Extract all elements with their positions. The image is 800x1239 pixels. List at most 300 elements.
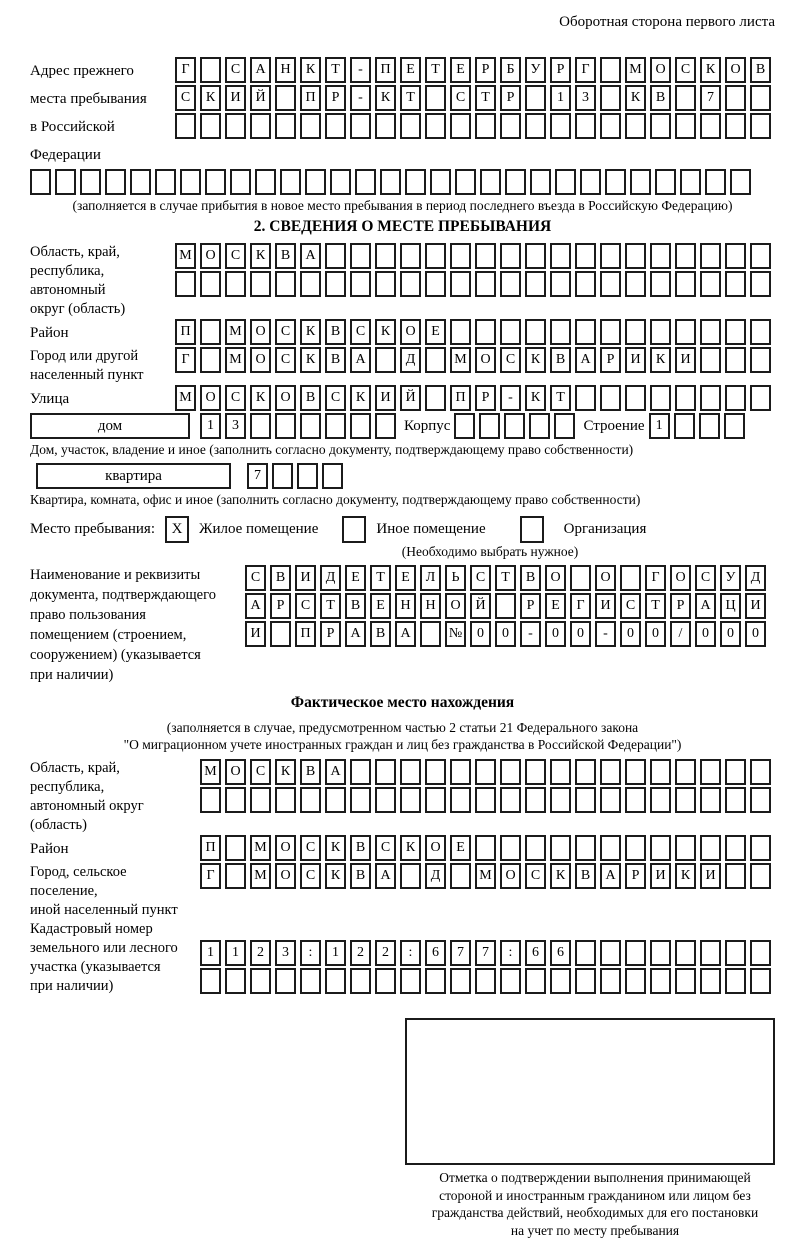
char-cell[interactable]: Р bbox=[550, 57, 571, 83]
char-cell[interactable]: С bbox=[695, 565, 716, 591]
char-cell[interactable] bbox=[500, 319, 521, 345]
char-cell[interactable] bbox=[575, 271, 596, 297]
char-cell[interactable]: Т bbox=[425, 57, 446, 83]
char-cell[interactable]: О bbox=[225, 759, 246, 785]
char-cell[interactable] bbox=[625, 385, 646, 411]
char-cell[interactable] bbox=[725, 347, 746, 373]
char-cell[interactable] bbox=[525, 243, 546, 269]
char-cell[interactable] bbox=[200, 968, 221, 994]
char-cell[interactable] bbox=[200, 271, 221, 297]
fact-gorod-row[interactable] bbox=[200, 863, 775, 889]
char-cell[interactable]: К bbox=[325, 863, 346, 889]
char-cell[interactable]: 0 bbox=[570, 621, 591, 647]
char-cell[interactable]: К bbox=[250, 385, 271, 411]
char-cell[interactable]: Е bbox=[395, 565, 416, 591]
char-cell[interactable] bbox=[700, 319, 721, 345]
char-cell[interactable] bbox=[275, 113, 296, 139]
char-cell[interactable]: О bbox=[545, 565, 566, 591]
char-cell[interactable] bbox=[750, 113, 771, 139]
char-cell[interactable] bbox=[675, 940, 696, 966]
char-cell[interactable]: О bbox=[275, 385, 296, 411]
char-cell[interactable] bbox=[30, 169, 51, 195]
char-cell[interactable]: К bbox=[525, 347, 546, 373]
char-cell[interactable]: К bbox=[700, 57, 721, 83]
char-cell[interactable] bbox=[630, 169, 651, 195]
char-cell[interactable] bbox=[250, 113, 271, 139]
char-cell[interactable]: 0 bbox=[495, 621, 516, 647]
char-cell[interactable]: С bbox=[275, 319, 296, 345]
char-cell[interactable]: 3 bbox=[275, 940, 296, 966]
char-cell[interactable] bbox=[525, 271, 546, 297]
char-cell[interactable]: И bbox=[745, 593, 766, 619]
char-cell[interactable] bbox=[600, 243, 621, 269]
char-cell[interactable]: А bbox=[575, 347, 596, 373]
prev-address-row-4[interactable] bbox=[30, 169, 775, 195]
char-cell[interactable] bbox=[300, 968, 321, 994]
char-cell[interactable] bbox=[550, 759, 571, 785]
char-cell[interactable] bbox=[600, 835, 621, 861]
char-cell[interactable] bbox=[225, 835, 246, 861]
char-cell[interactable]: И bbox=[700, 863, 721, 889]
char-cell[interactable]: М bbox=[200, 759, 221, 785]
char-cell[interactable]: В bbox=[270, 565, 291, 591]
char-cell[interactable] bbox=[700, 113, 721, 139]
char-cell[interactable]: 0 bbox=[645, 621, 666, 647]
char-cell[interactable] bbox=[425, 271, 446, 297]
char-cell[interactable] bbox=[325, 243, 346, 269]
char-cell[interactable]: Р bbox=[320, 621, 341, 647]
document-row-3[interactable] bbox=[245, 621, 775, 647]
char-cell[interactable]: О bbox=[500, 863, 521, 889]
char-cell[interactable] bbox=[450, 968, 471, 994]
char-cell[interactable] bbox=[400, 863, 421, 889]
char-cell[interactable] bbox=[300, 787, 321, 813]
checkbox-organizatsiya[interactable] bbox=[520, 516, 544, 543]
char-cell[interactable] bbox=[200, 57, 221, 83]
char-cell[interactable]: В bbox=[300, 385, 321, 411]
char-cell[interactable] bbox=[525, 113, 546, 139]
char-cell[interactable]: К bbox=[200, 85, 221, 111]
char-cell[interactable]: П bbox=[295, 621, 316, 647]
char-cell[interactable] bbox=[600, 319, 621, 345]
char-cell[interactable]: В bbox=[350, 835, 371, 861]
char-cell[interactable] bbox=[575, 319, 596, 345]
fact-oblast-row-1[interactable] bbox=[200, 759, 775, 785]
char-cell[interactable]: Е bbox=[450, 57, 471, 83]
char-cell[interactable] bbox=[675, 271, 696, 297]
char-cell[interactable] bbox=[575, 113, 596, 139]
char-cell[interactable]: 7 bbox=[247, 463, 268, 489]
char-cell[interactable] bbox=[700, 385, 721, 411]
char-cell[interactable] bbox=[425, 85, 446, 111]
char-cell[interactable] bbox=[495, 593, 516, 619]
char-cell[interactable] bbox=[450, 113, 471, 139]
char-cell[interactable] bbox=[350, 413, 371, 439]
char-cell[interactable] bbox=[600, 85, 621, 111]
char-cell[interactable] bbox=[725, 113, 746, 139]
kadastr-row-2[interactable] bbox=[200, 968, 775, 994]
char-cell[interactable]: Е bbox=[400, 57, 421, 83]
fact-raion-row[interactable] bbox=[200, 835, 775, 861]
char-cell[interactable]: Т bbox=[475, 85, 496, 111]
char-cell[interactable] bbox=[325, 968, 346, 994]
char-cell[interactable] bbox=[625, 243, 646, 269]
char-cell[interactable]: С bbox=[620, 593, 641, 619]
checkbox-inoe[interactable] bbox=[342, 516, 366, 543]
char-cell[interactable] bbox=[430, 169, 451, 195]
char-cell[interactable] bbox=[500, 835, 521, 861]
char-cell[interactable] bbox=[250, 413, 271, 439]
char-cell[interactable] bbox=[554, 413, 575, 439]
char-cell[interactable]: М bbox=[175, 243, 196, 269]
char-cell[interactable] bbox=[575, 940, 596, 966]
char-cell[interactable]: Р bbox=[500, 85, 521, 111]
char-cell[interactable]: : bbox=[300, 940, 321, 966]
char-cell[interactable] bbox=[700, 759, 721, 785]
char-cell[interactable] bbox=[400, 113, 421, 139]
char-cell[interactable]: П bbox=[200, 835, 221, 861]
char-cell[interactable] bbox=[700, 835, 721, 861]
char-cell[interactable]: К bbox=[300, 57, 321, 83]
char-cell[interactable]: 1 bbox=[200, 413, 221, 439]
char-cell[interactable]: Т bbox=[325, 57, 346, 83]
char-cell[interactable] bbox=[750, 835, 771, 861]
char-cell[interactable]: С bbox=[300, 863, 321, 889]
char-cell[interactable]: Т bbox=[320, 593, 341, 619]
char-cell[interactable]: С bbox=[375, 835, 396, 861]
char-cell[interactable] bbox=[130, 169, 151, 195]
char-cell[interactable]: 7 bbox=[700, 85, 721, 111]
raion-row[interactable] bbox=[175, 319, 775, 345]
char-cell[interactable] bbox=[200, 347, 221, 373]
char-cell[interactable] bbox=[675, 835, 696, 861]
char-cell[interactable]: С bbox=[525, 863, 546, 889]
char-cell[interactable] bbox=[175, 271, 196, 297]
char-cell[interactable] bbox=[504, 413, 525, 439]
char-cell[interactable]: 0 bbox=[720, 621, 741, 647]
char-cell[interactable] bbox=[475, 787, 496, 813]
char-cell[interactable]: И bbox=[295, 565, 316, 591]
char-cell[interactable] bbox=[205, 169, 226, 195]
char-cell[interactable]: С bbox=[295, 593, 316, 619]
char-cell[interactable] bbox=[425, 385, 446, 411]
char-cell[interactable]: В bbox=[370, 621, 391, 647]
char-cell[interactable] bbox=[225, 271, 246, 297]
char-cell[interactable] bbox=[450, 319, 471, 345]
char-cell[interactable] bbox=[525, 85, 546, 111]
char-cell[interactable] bbox=[500, 759, 521, 785]
char-cell[interactable]: 1 bbox=[225, 940, 246, 966]
dom-number-grid[interactable] bbox=[200, 413, 400, 439]
char-cell[interactable] bbox=[650, 940, 671, 966]
char-cell[interactable]: С bbox=[450, 85, 471, 111]
char-cell[interactable]: К bbox=[400, 835, 421, 861]
char-cell[interactable]: А bbox=[250, 57, 271, 83]
char-cell[interactable] bbox=[575, 835, 596, 861]
char-cell[interactable]: И bbox=[375, 385, 396, 411]
char-cell[interactable] bbox=[175, 113, 196, 139]
fact-oblast-row-2[interactable] bbox=[200, 787, 775, 813]
char-cell[interactable]: Н bbox=[395, 593, 416, 619]
char-cell[interactable]: П bbox=[375, 57, 396, 83]
char-cell[interactable] bbox=[525, 787, 546, 813]
char-cell[interactable]: К bbox=[525, 385, 546, 411]
char-cell[interactable] bbox=[454, 413, 475, 439]
char-cell[interactable]: К bbox=[650, 347, 671, 373]
char-cell[interactable]: О bbox=[445, 593, 466, 619]
char-cell[interactable] bbox=[425, 347, 446, 373]
kvartira-number-grid[interactable] bbox=[247, 463, 347, 489]
char-cell[interactable]: К bbox=[550, 863, 571, 889]
char-cell[interactable] bbox=[325, 413, 346, 439]
char-cell[interactable] bbox=[575, 759, 596, 785]
char-cell[interactable]: / bbox=[670, 621, 691, 647]
char-cell[interactable]: К bbox=[375, 319, 396, 345]
char-cell[interactable] bbox=[625, 787, 646, 813]
char-cell[interactable] bbox=[225, 863, 246, 889]
char-cell[interactable] bbox=[725, 385, 746, 411]
char-cell[interactable] bbox=[322, 463, 343, 489]
char-cell[interactable] bbox=[550, 835, 571, 861]
char-cell[interactable]: Ь bbox=[445, 565, 466, 591]
char-cell[interactable] bbox=[625, 940, 646, 966]
char-cell[interactable]: К bbox=[325, 835, 346, 861]
char-cell[interactable] bbox=[675, 759, 696, 785]
char-cell[interactable]: Т bbox=[495, 565, 516, 591]
char-cell[interactable] bbox=[475, 835, 496, 861]
char-cell[interactable] bbox=[325, 113, 346, 139]
char-cell[interactable]: Р bbox=[625, 863, 646, 889]
char-cell[interactable] bbox=[575, 243, 596, 269]
oblast-row-2[interactable] bbox=[175, 271, 775, 297]
char-cell[interactable] bbox=[350, 968, 371, 994]
char-cell[interactable]: Н bbox=[420, 593, 441, 619]
char-cell[interactable] bbox=[725, 940, 746, 966]
char-cell[interactable] bbox=[600, 787, 621, 813]
char-cell[interactable]: 1 bbox=[200, 940, 221, 966]
char-cell[interactable] bbox=[250, 271, 271, 297]
char-cell[interactable]: М bbox=[225, 347, 246, 373]
char-cell[interactable]: В bbox=[300, 759, 321, 785]
char-cell[interactable]: - bbox=[350, 57, 371, 83]
char-cell[interactable] bbox=[420, 621, 441, 647]
char-cell[interactable]: А bbox=[325, 759, 346, 785]
char-cell[interactable]: В bbox=[325, 319, 346, 345]
char-cell[interactable]: Д bbox=[320, 565, 341, 591]
char-cell[interactable]: 0 bbox=[745, 621, 766, 647]
oblast-row-1[interactable] bbox=[175, 243, 775, 269]
char-cell[interactable] bbox=[375, 413, 396, 439]
char-cell[interactable]: К bbox=[275, 759, 296, 785]
char-cell[interactable]: В bbox=[550, 347, 571, 373]
char-cell[interactable] bbox=[475, 319, 496, 345]
char-cell[interactable] bbox=[680, 169, 701, 195]
char-cell[interactable]: Г bbox=[175, 347, 196, 373]
char-cell[interactable]: Т bbox=[370, 565, 391, 591]
char-cell[interactable] bbox=[625, 319, 646, 345]
char-cell[interactable]: 3 bbox=[575, 85, 596, 111]
char-cell[interactable] bbox=[375, 271, 396, 297]
char-cell[interactable] bbox=[375, 347, 396, 373]
char-cell[interactable] bbox=[600, 57, 621, 83]
char-cell[interactable]: В bbox=[750, 57, 771, 83]
char-cell[interactable] bbox=[750, 787, 771, 813]
char-cell[interactable] bbox=[575, 385, 596, 411]
char-cell[interactable]: № bbox=[445, 621, 466, 647]
char-cell[interactable] bbox=[325, 787, 346, 813]
char-cell[interactable]: В bbox=[520, 565, 541, 591]
char-cell[interactable] bbox=[250, 968, 271, 994]
char-cell[interactable]: О bbox=[650, 57, 671, 83]
char-cell[interactable]: Й bbox=[400, 385, 421, 411]
char-cell[interactable]: Н bbox=[275, 57, 296, 83]
char-cell[interactable] bbox=[450, 787, 471, 813]
char-cell[interactable] bbox=[525, 759, 546, 785]
char-cell[interactable] bbox=[475, 243, 496, 269]
char-cell[interactable] bbox=[550, 243, 571, 269]
char-cell[interactable]: - bbox=[595, 621, 616, 647]
char-cell[interactable] bbox=[750, 968, 771, 994]
char-cell[interactable]: С bbox=[225, 385, 246, 411]
char-cell[interactable] bbox=[230, 169, 251, 195]
char-cell[interactable] bbox=[200, 787, 221, 813]
char-cell[interactable]: И bbox=[650, 863, 671, 889]
char-cell[interactable]: С bbox=[245, 565, 266, 591]
prev-address-row-1[interactable] bbox=[175, 57, 775, 83]
char-cell[interactable] bbox=[400, 759, 421, 785]
char-cell[interactable] bbox=[550, 968, 571, 994]
char-cell[interactable]: Е bbox=[545, 593, 566, 619]
char-cell[interactable]: И bbox=[625, 347, 646, 373]
char-cell[interactable] bbox=[350, 759, 371, 785]
char-cell[interactable] bbox=[700, 243, 721, 269]
char-cell[interactable] bbox=[625, 759, 646, 785]
char-cell[interactable] bbox=[750, 243, 771, 269]
document-row-1[interactable] bbox=[245, 565, 775, 591]
char-cell[interactable] bbox=[650, 271, 671, 297]
char-cell[interactable] bbox=[500, 787, 521, 813]
char-cell[interactable] bbox=[750, 863, 771, 889]
char-cell[interactable]: Р bbox=[325, 85, 346, 111]
char-cell[interactable]: Д bbox=[425, 863, 446, 889]
char-cell[interactable] bbox=[250, 787, 271, 813]
char-cell[interactable] bbox=[675, 243, 696, 269]
char-cell[interactable] bbox=[350, 113, 371, 139]
char-cell[interactable] bbox=[479, 413, 500, 439]
char-cell[interactable] bbox=[650, 385, 671, 411]
char-cell[interactable]: 0 bbox=[695, 621, 716, 647]
char-cell[interactable]: В bbox=[575, 863, 596, 889]
gorod-row[interactable] bbox=[175, 347, 775, 373]
char-cell[interactable]: Г bbox=[570, 593, 591, 619]
char-cell[interactable] bbox=[650, 759, 671, 785]
char-cell[interactable] bbox=[605, 169, 626, 195]
stroenie-grid[interactable] bbox=[649, 413, 749, 439]
char-cell[interactable] bbox=[700, 347, 721, 373]
char-cell[interactable]: А bbox=[395, 621, 416, 647]
char-cell[interactable] bbox=[650, 968, 671, 994]
char-cell[interactable]: Р bbox=[475, 385, 496, 411]
char-cell[interactable] bbox=[600, 940, 621, 966]
char-cell[interactable] bbox=[80, 169, 101, 195]
char-cell[interactable]: М bbox=[625, 57, 646, 83]
char-cell[interactable]: Т bbox=[645, 593, 666, 619]
char-cell[interactable]: М bbox=[450, 347, 471, 373]
char-cell[interactable] bbox=[297, 463, 318, 489]
char-cell[interactable]: 0 bbox=[470, 621, 491, 647]
char-cell[interactable] bbox=[650, 787, 671, 813]
char-cell[interactable]: У bbox=[525, 57, 546, 83]
char-cell[interactable]: В bbox=[325, 347, 346, 373]
char-cell[interactable]: У bbox=[720, 565, 741, 591]
char-cell[interactable]: С bbox=[175, 85, 196, 111]
char-cell[interactable] bbox=[300, 413, 321, 439]
char-cell[interactable] bbox=[500, 968, 521, 994]
char-cell[interactable] bbox=[625, 835, 646, 861]
char-cell[interactable]: 2 bbox=[375, 940, 396, 966]
char-cell[interactable] bbox=[725, 271, 746, 297]
char-cell[interactable] bbox=[275, 787, 296, 813]
char-cell[interactable] bbox=[675, 787, 696, 813]
char-cell[interactable]: 2 bbox=[350, 940, 371, 966]
char-cell[interactable]: М bbox=[225, 319, 246, 345]
char-cell[interactable]: Е bbox=[425, 319, 446, 345]
char-cell[interactable]: О bbox=[200, 385, 221, 411]
char-cell[interactable] bbox=[625, 271, 646, 297]
char-cell[interactable]: К bbox=[675, 863, 696, 889]
char-cell[interactable] bbox=[300, 271, 321, 297]
prev-address-row-3[interactable] bbox=[175, 113, 775, 139]
char-cell[interactable] bbox=[272, 463, 293, 489]
char-cell[interactable]: О bbox=[250, 319, 271, 345]
char-cell[interactable]: С bbox=[225, 243, 246, 269]
char-cell[interactable] bbox=[625, 113, 646, 139]
char-cell[interactable]: А bbox=[600, 863, 621, 889]
char-cell[interactable]: М bbox=[250, 835, 271, 861]
char-cell[interactable] bbox=[400, 243, 421, 269]
char-cell[interactable] bbox=[655, 169, 676, 195]
char-cell[interactable] bbox=[180, 169, 201, 195]
char-cell[interactable] bbox=[725, 835, 746, 861]
char-cell[interactable] bbox=[455, 169, 476, 195]
char-cell[interactable] bbox=[500, 243, 521, 269]
char-cell[interactable]: Г bbox=[200, 863, 221, 889]
char-cell[interactable]: Л bbox=[420, 565, 441, 591]
char-cell[interactable]: О bbox=[275, 863, 296, 889]
char-cell[interactable] bbox=[750, 319, 771, 345]
prev-address-row-2[interactable] bbox=[175, 85, 775, 111]
char-cell[interactable] bbox=[529, 413, 550, 439]
char-cell[interactable]: : bbox=[500, 940, 521, 966]
ulitsa-row[interactable] bbox=[175, 385, 775, 411]
char-cell[interactable]: Ц bbox=[720, 593, 741, 619]
char-cell[interactable]: Е bbox=[450, 835, 471, 861]
char-cell[interactable]: И bbox=[675, 347, 696, 373]
char-cell[interactable] bbox=[450, 271, 471, 297]
char-cell[interactable] bbox=[225, 787, 246, 813]
char-cell[interactable]: В bbox=[345, 593, 366, 619]
char-cell[interactable] bbox=[550, 787, 571, 813]
char-cell[interactable] bbox=[280, 169, 301, 195]
char-cell[interactable] bbox=[730, 169, 751, 195]
char-cell[interactable]: К bbox=[625, 85, 646, 111]
char-cell[interactable]: О bbox=[475, 347, 496, 373]
char-cell[interactable] bbox=[450, 759, 471, 785]
char-cell[interactable] bbox=[725, 319, 746, 345]
char-cell[interactable]: С bbox=[470, 565, 491, 591]
char-cell[interactable]: Б bbox=[500, 57, 521, 83]
char-cell[interactable]: Р bbox=[475, 57, 496, 83]
